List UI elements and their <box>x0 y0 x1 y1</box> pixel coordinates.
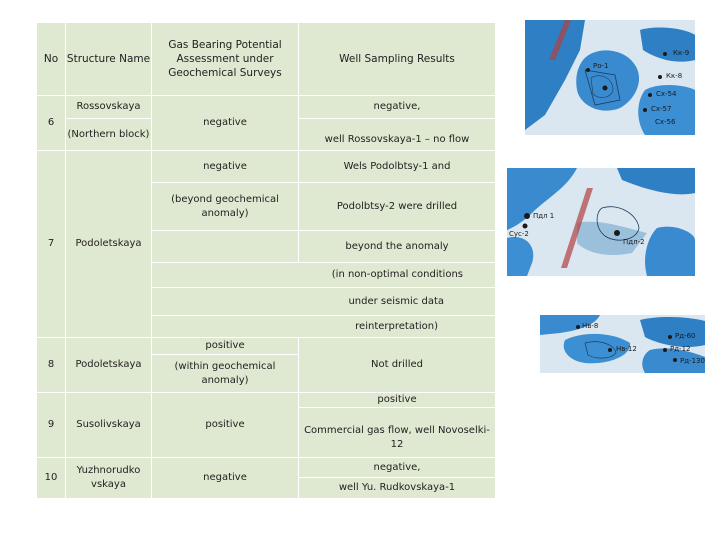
row8-structure <box>66 338 151 392</box>
row10-well-2 <box>299 478 495 498</box>
row6-structure-2 <box>66 119 151 150</box>
row7-structure <box>66 151 151 337</box>
row8-structure-text: Podoletskaya <box>75 359 142 370</box>
map3-label-3: Рд-60 <box>675 332 696 340</box>
row7-gas-2 <box>152 183 298 230</box>
map3-label-4: Рд-12 <box>670 345 691 353</box>
row7-well-3 <box>299 231 495 262</box>
row9-well-text-2: Commercial gas flow, well Novoselki-12 <box>304 424 490 450</box>
row7-well-text-3: beyond the anomaly <box>345 240 449 252</box>
map-rossovskaya <box>525 20 695 135</box>
row7-well-4 <box>152 263 495 287</box>
header-structure-text: Structure Name <box>66 53 151 65</box>
map1-label-4: Сх-57 <box>651 105 672 113</box>
header-gas-assessment <box>152 23 298 95</box>
row7-well-text-2: Podolbtsy-2 were drilled <box>336 200 458 212</box>
map-podoletskaya-graphic <box>507 168 695 276</box>
row9-structure-text: Susolivskaya <box>76 419 141 430</box>
row9-no <box>37 393 65 457</box>
row8-gas-text-1: positive <box>205 340 245 351</box>
row7-well-text-4: (in non-optimal conditions <box>331 269 463 280</box>
row9-no-text: 9 <box>47 419 55 430</box>
row10-no-text: 10 <box>44 472 58 483</box>
row9-gas-text: positive <box>205 419 245 430</box>
row7-well-1 <box>299 151 495 182</box>
row7-well-text-1: Wels Podolbtsy-1 and <box>343 160 451 172</box>
row9-gas <box>152 393 298 457</box>
row7-well-2 <box>299 183 495 230</box>
header-well-text: Well Sampling Results <box>339 53 455 65</box>
row7-gas-3 <box>152 231 298 262</box>
header-structure <box>66 23 151 95</box>
row7-no <box>37 151 65 337</box>
row6-well-text-1: negative, <box>373 101 421 112</box>
map2-label-1: Пдл 1 <box>533 212 555 220</box>
row6-gas <box>152 96 298 150</box>
row6-well-text-2: well Rossovskaya-1 – no flow <box>324 133 470 145</box>
row8-no-text: 8 <box>47 359 55 370</box>
row7-well-5 <box>152 288 495 315</box>
row9-well-text-1: positive <box>377 394 417 405</box>
map1-label-6: Ро-1 <box>593 62 609 70</box>
row7-well-text-5: under seismic data <box>348 295 444 307</box>
row10-gas <box>152 458 298 498</box>
row6-gas-text: negative <box>203 117 247 128</box>
header-well-results <box>299 23 495 95</box>
map1-label-3: Сх-54 <box>656 90 677 98</box>
header-no-text: No <box>43 53 59 65</box>
row10-gas-text: negative <box>203 472 247 483</box>
map-rossovskaya-graphic <box>525 20 695 135</box>
map1-label-1: Кк-9 <box>673 49 690 57</box>
row7-gas-text-2: (beyond geochemical anomaly) <box>171 193 279 219</box>
row6-structure-1 <box>66 96 151 118</box>
row10-structure-text: Yuzhnorudkovskaya <box>76 465 141 490</box>
row10-no <box>37 458 65 498</box>
row8-no <box>37 338 65 392</box>
row6-structure-text-1: Rossovskaya <box>76 101 141 112</box>
row7-well-text-6: reinterpretation) <box>355 320 438 332</box>
map1-label-2: Кк-8 <box>666 72 683 80</box>
map-susolivskaya <box>540 315 705 373</box>
map-susolivskaya-graphic <box>540 315 705 373</box>
row6-no-text: 6 <box>47 117 55 128</box>
header-no <box>37 23 65 95</box>
row7-structure-text: Podoletskaya <box>75 238 142 249</box>
map2-label-3: Пдл-2 <box>623 238 645 246</box>
header-gas-text: Gas Bearing Potential Assessment under Geochemical Surveys <box>168 39 282 79</box>
row8-well-text: Not drilled <box>371 359 423 370</box>
row7-gas-text-1: negative <box>203 160 247 172</box>
map3-label-1: Нв-8 <box>582 322 599 330</box>
row7-well-6 <box>152 316 495 337</box>
map3-label-2: Нв-12 <box>616 345 637 353</box>
row6-well-2 <box>299 119 495 150</box>
row6-structure-text-2: (Northern block) <box>67 128 150 140</box>
row9-well-2 <box>299 408 495 457</box>
row10-structure <box>66 458 151 498</box>
row9-well-1 <box>299 393 495 407</box>
row10-well-text-2: well Yu. Rudkovskaya-1 <box>338 482 456 493</box>
row8-gas-2 <box>152 355 298 392</box>
row6-no <box>37 96 65 150</box>
row8-gas-text-2: (within geochemical anomaly) <box>174 360 276 386</box>
row7-gas-1 <box>152 151 298 182</box>
map2-label-2: Сус-2 <box>509 230 529 238</box>
row7-no-text: 7 <box>47 238 55 249</box>
row6-well-1 <box>299 96 495 118</box>
row8-well <box>299 338 495 392</box>
map1-label-5: Сх-56 <box>655 118 676 126</box>
row10-well-1 <box>299 458 495 477</box>
map3-label-5: Рд-130 <box>680 357 705 365</box>
row9-structure <box>66 393 151 457</box>
row8-gas-1 <box>152 338 298 354</box>
map-podoletskaya <box>507 168 695 276</box>
row10-well-text-1: negative, <box>373 461 421 473</box>
